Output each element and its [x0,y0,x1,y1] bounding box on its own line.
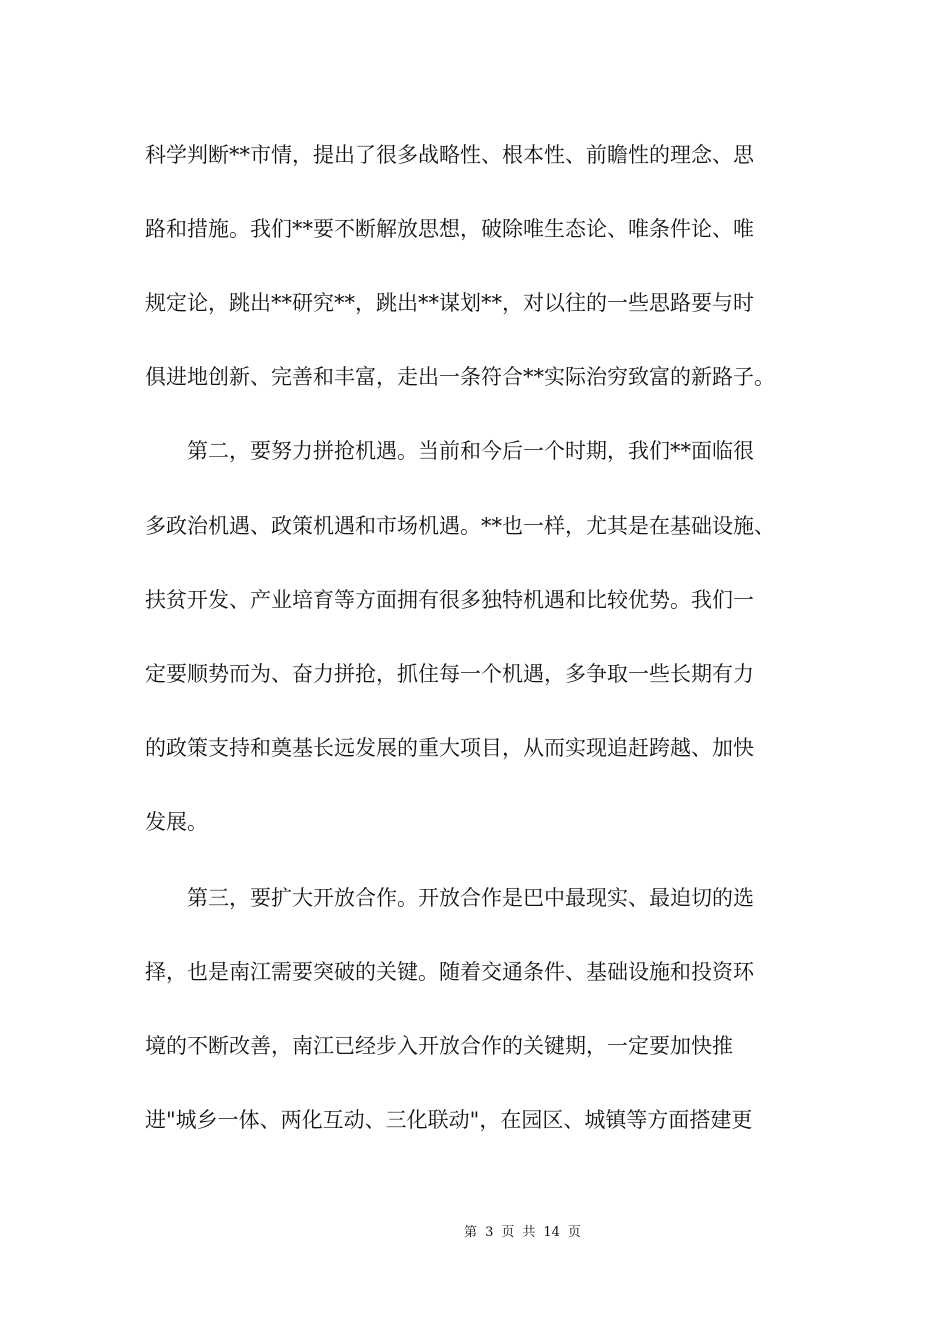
footer-current-page: 3 [485,1225,494,1240]
body-line: 科学判断**市情，提出了很多战略性、根本性、前瞻性的理念、思 [145,143,754,167]
body-line: 的政策支持和奠基长远发展的重大项目，从而实现追赶跨越、加快 [145,736,754,760]
footer-suffix: 页 [567,1225,581,1240]
body-line: 择，也是南江需要突破的关键。随着交通条件、基础设施和投资环 [145,960,754,984]
body-line: 俱进地创新、完善和丰富，走出一条符合**实际治穷致富的新路子。 [145,365,775,389]
paragraph-start-line: 第二，要努力拼抢机遇。当前和今后一个时期，我们**面临很 [187,439,754,463]
page-footer [0,1224,950,1242]
body-line: 规定论，跳出**研究**，跳出**谋划**，对以往的一些思路要与时 [145,291,754,315]
body-line: 扶贫开发、产业培育等方面拥有很多独特机遇和比较优势。我们一 [145,588,754,612]
footer-prefix: 第 [464,1225,478,1240]
footer-total-label: 共 [522,1225,536,1240]
body-line: 定要顺势而为、奋力拼抢，抓住每一个机遇，多争取一些长期有力 [145,662,754,686]
paragraph-start-line: 第三，要扩大开放合作。开放合作是巴中最现实、最迫切的选 [187,886,754,910]
body-line: 路和措施。我们**要不断解放思想，破除唯生态论、唯条件论、唯 [145,217,754,241]
body-line: 发展。 [145,810,208,834]
body-line: 进"城乡一体、两化互动、三化联动"，在园区、城镇等方面搭建更 [145,1108,753,1132]
body-line: 多政治机遇、政策机遇和市场机遇。**也一样，尤其是在基础设施、 [145,514,775,538]
footer-total-pages: 14 [543,1225,560,1240]
body-line: 境的不断改善，南江已经步入开放合作的关键期，一定要加快推 [145,1034,733,1058]
footer-page-label: 页 [501,1225,515,1240]
